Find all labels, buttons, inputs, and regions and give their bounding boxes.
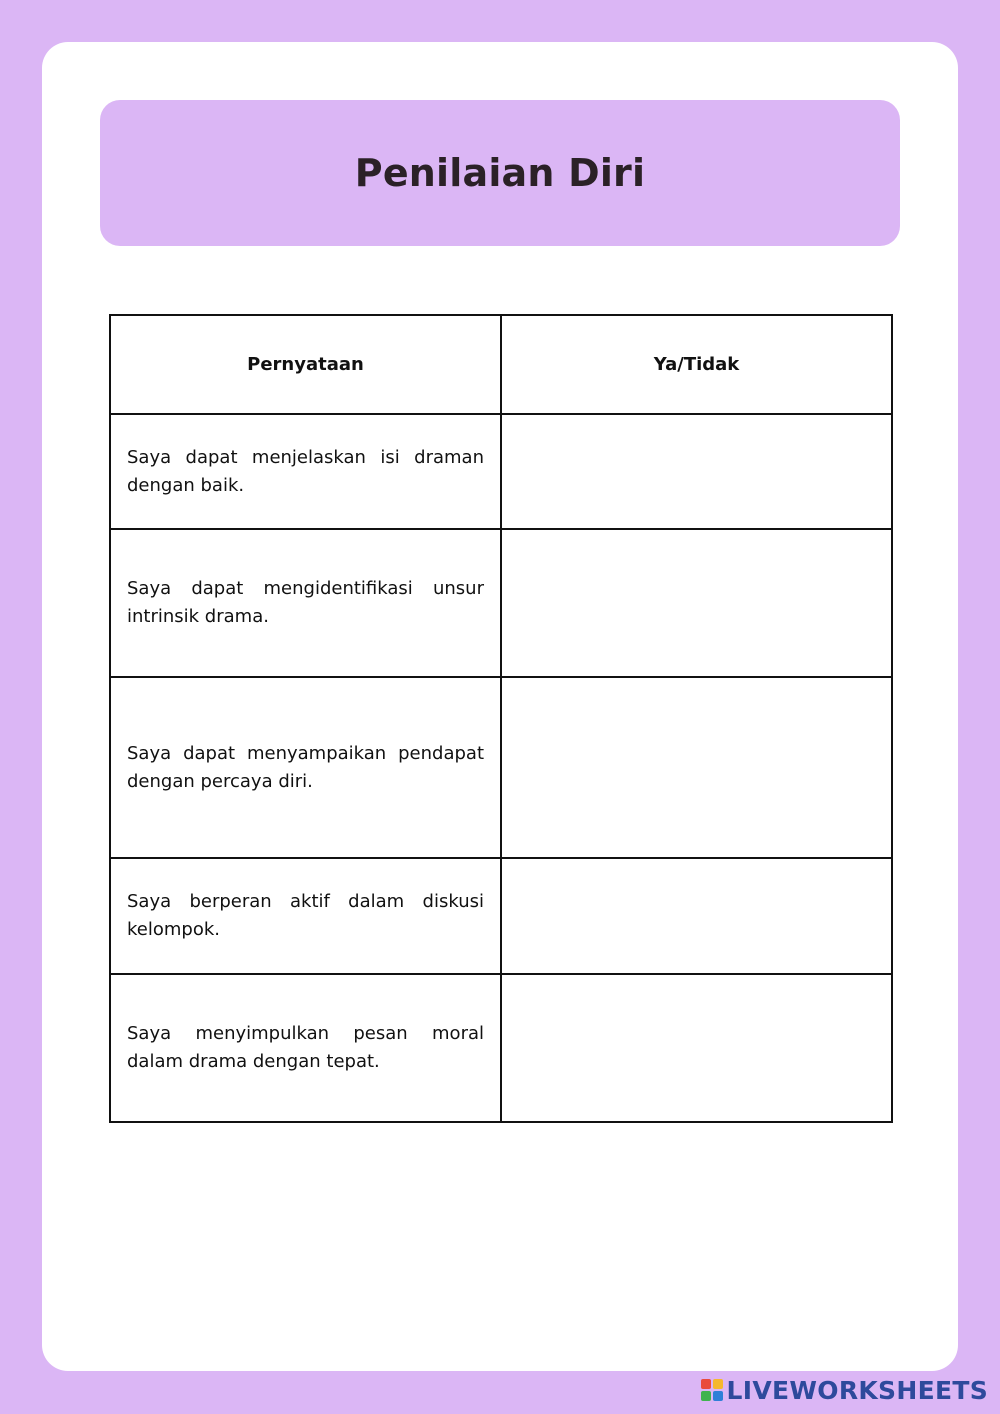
table-row bbox=[110, 414, 892, 529]
answer-cell[interactable] bbox=[501, 974, 892, 1122]
title-banner bbox=[100, 100, 900, 246]
table-row bbox=[110, 858, 892, 974]
answer-cell[interactable] bbox=[501, 858, 892, 974]
table-header-row bbox=[110, 315, 892, 414]
brand-text: LIVEWORKSHEETS bbox=[726, 1375, 988, 1405]
self-assessment-table bbox=[109, 314, 893, 1123]
column-header-answer: Ya/Tidak bbox=[501, 315, 892, 414]
statement-cell: Saya dapat menjelaskan isi draman dengan baik. bbox=[110, 414, 501, 529]
liveworksheets-brand[interactable] bbox=[701, 1374, 988, 1406]
statement-cell: Saya berperan aktif dalam diskusi kelompok. bbox=[110, 858, 501, 974]
answer-cell[interactable] bbox=[501, 677, 892, 858]
statement-cell: Saya dapat menyampaikan pendapat dengan percaya diri. bbox=[110, 677, 501, 858]
table-row bbox=[110, 677, 892, 858]
table-row bbox=[110, 529, 892, 677]
answer-cell[interactable] bbox=[501, 529, 892, 677]
statement-cell: Saya menyimpulkan pesan moral dalam drama dengan tepat. bbox=[110, 974, 501, 1122]
page-title: Penilaian Diri bbox=[354, 151, 646, 195]
statement-cell: Saya dapat mengidentifikasi unsur intrinsik drama. bbox=[110, 529, 501, 677]
answer-cell[interactable] bbox=[501, 414, 892, 529]
table-row bbox=[110, 974, 892, 1122]
column-header-statement: Pernyataan bbox=[110, 315, 501, 414]
liveworksheets-logo-icon bbox=[701, 1379, 723, 1401]
